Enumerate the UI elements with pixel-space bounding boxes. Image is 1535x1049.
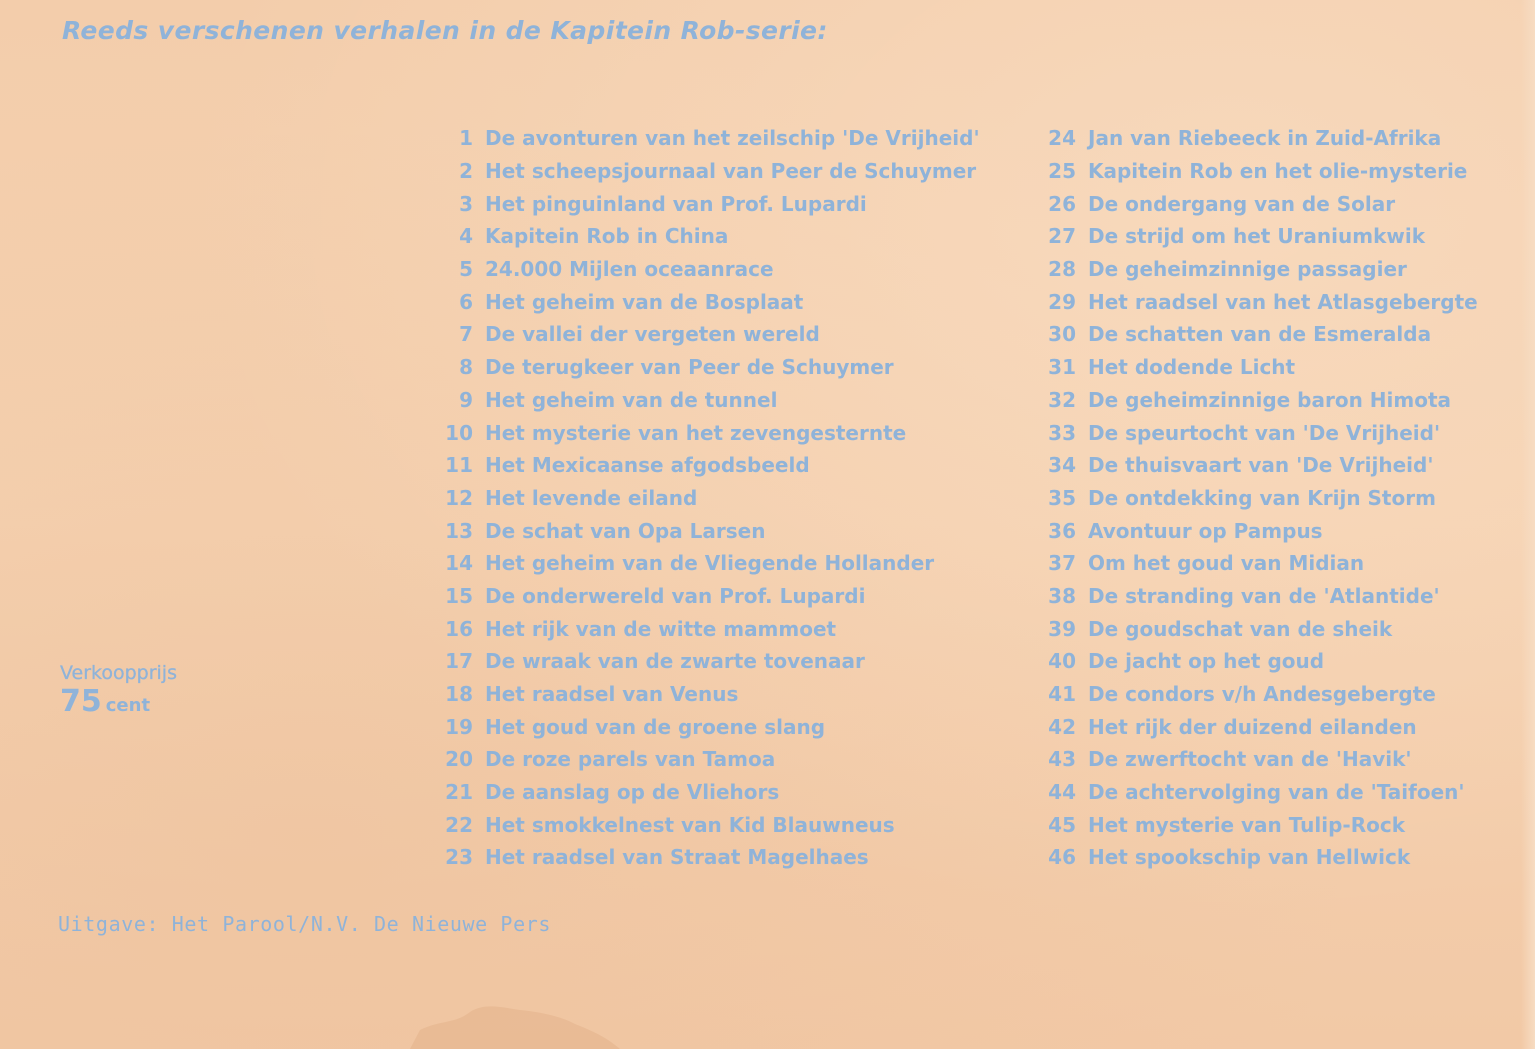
story-item	[440, 841, 1000, 874]
story-number: 27	[1048, 224, 1076, 249]
story-item	[1046, 318, 1486, 351]
story-title: Het spookschip van Hellwick	[1088, 845, 1411, 870]
story-item	[1046, 384, 1486, 417]
story-item	[440, 482, 1000, 515]
story-item	[1046, 743, 1486, 776]
story-title: De onderwereld van Prof. Lupardi	[485, 583, 866, 608]
story-title: Jan van Riebeeck in Zuid-Afrika	[1088, 126, 1442, 151]
story-title: De speurtocht van 'De Vrijheid'	[1088, 420, 1441, 445]
story-title: Het geheim van de tunnel	[485, 387, 778, 412]
story-number: 30	[1048, 322, 1076, 347]
story-item	[440, 351, 1000, 384]
story-title: Het raadsel van het Atlasgebergte	[1088, 289, 1478, 314]
story-item	[1046, 253, 1486, 286]
story-list-right	[1046, 122, 1486, 874]
story-number: 12	[445, 485, 473, 510]
story-title: Kapitein Rob in China	[485, 224, 729, 249]
story-title: Kapitein Rob en het olie-mysterie	[1088, 159, 1468, 184]
story-number: 28	[1048, 257, 1076, 282]
story-title: De terugkeer van Peer de Schuymer	[485, 355, 894, 380]
story-item	[1046, 351, 1486, 384]
story-title: De achtervolging van de 'Taifoen'	[1088, 780, 1465, 805]
story-number: 38	[1048, 583, 1076, 608]
story-item	[440, 547, 1000, 580]
story-title: De vallei der vergeten wereld	[485, 322, 820, 347]
story-item	[1046, 580, 1486, 613]
story-item	[440, 449, 1000, 482]
story-number: 35	[1048, 485, 1076, 510]
story-title: Het mysterie van Tulip-Rock	[1088, 812, 1406, 837]
story-number: 7	[459, 322, 473, 347]
story-title: Het Mexicaanse afgodsbeeld	[485, 453, 810, 478]
story-number: 16	[445, 616, 473, 641]
story-number: 25	[1048, 159, 1076, 184]
story-title: Avontuur op Pampus	[1088, 518, 1323, 543]
story-title: De schat van Opa Larsen	[485, 518, 766, 543]
story-number: 32	[1048, 387, 1076, 412]
story-number: 3	[459, 191, 473, 216]
story-title: De geheimzinnige passagier	[1088, 257, 1407, 282]
story-number: 23	[445, 845, 473, 870]
story-title: Het scheepsjournaal van Peer de Schuymer	[485, 159, 977, 184]
series-header: Reeds verschenen verhalen in de Kapitein Rob-serie:	[62, 16, 828, 45]
story-item	[440, 253, 1000, 286]
story-item	[440, 187, 1000, 220]
story-item	[1046, 155, 1486, 188]
story-title: Het goud van de groene slang	[485, 714, 826, 739]
story-number: 37	[1048, 551, 1076, 576]
story-number: 11	[445, 453, 473, 478]
story-item	[440, 155, 1000, 188]
story-item	[440, 318, 1000, 351]
story-title: De wraak van de zwarte tovenaar	[485, 649, 865, 674]
story-title: Het raadsel van Venus	[485, 682, 739, 707]
story-number: 14	[445, 551, 473, 576]
story-number: 39	[1048, 616, 1076, 641]
publisher-line: Uitgave: Het Parool/N.V. De Nieuwe Pers	[58, 912, 551, 936]
story-number: 1	[459, 126, 473, 151]
story-number: 44	[1048, 780, 1076, 805]
story-number: 43	[1048, 747, 1076, 772]
story-item	[440, 678, 1000, 711]
story-title: Het dodende Licht	[1088, 355, 1296, 380]
story-item	[440, 285, 1000, 318]
story-number: 40	[1048, 649, 1076, 674]
story-item	[1046, 514, 1486, 547]
story-item	[440, 710, 1000, 743]
story-number: 46	[1048, 845, 1076, 870]
story-title: Het geheim van de Vliegende Hollander	[485, 551, 935, 576]
story-item	[1046, 285, 1486, 318]
story-number: 9	[459, 387, 473, 412]
story-item	[1046, 187, 1486, 220]
story-title: Het rijk van de witte mammoet	[485, 616, 837, 641]
story-item	[1046, 808, 1486, 841]
price-label: Verkoopprijs	[60, 662, 177, 684]
story-number: 22	[445, 812, 473, 837]
story-title: De ontdekking van Krijn Storm	[1088, 485, 1436, 510]
story-title: De condors v/h Andesgebergte	[1088, 682, 1436, 707]
story-number: 18	[445, 682, 473, 707]
story-item	[440, 416, 1000, 449]
story-item	[440, 743, 1000, 776]
story-number: 33	[1048, 420, 1076, 445]
story-number: 21	[445, 780, 473, 805]
story-item	[1046, 678, 1486, 711]
story-title: Het mysterie van het zevengesternte	[485, 420, 907, 445]
story-number: 2	[459, 159, 473, 184]
story-item	[440, 220, 1000, 253]
story-item	[440, 808, 1000, 841]
story-number: 26	[1048, 191, 1076, 216]
story-title: De jacht op het goud	[1088, 649, 1325, 674]
story-item	[1046, 841, 1486, 874]
story-number: 8	[459, 355, 473, 380]
story-number: 5	[459, 257, 473, 282]
story-number: 17	[445, 649, 473, 674]
story-item	[1046, 482, 1486, 515]
story-item	[1046, 645, 1486, 678]
story-title: De zwerftocht van de 'Havik'	[1088, 747, 1412, 772]
story-number: 34	[1048, 453, 1076, 478]
story-title: De goudschat van de sheik	[1088, 616, 1393, 641]
story-item	[440, 776, 1000, 809]
price-unit: cent	[105, 695, 151, 716]
story-item	[440, 514, 1000, 547]
story-item	[1046, 220, 1486, 253]
story-number: 31	[1048, 355, 1076, 380]
story-title: Het levende eiland	[485, 485, 698, 510]
story-number: 42	[1048, 714, 1076, 739]
story-item	[440, 645, 1000, 678]
story-number: 20	[445, 747, 473, 772]
story-item	[1046, 776, 1486, 809]
story-title: De schatten van de Esmeralda	[1088, 322, 1432, 347]
story-title: De thuisvaart van 'De Vrijheid'	[1088, 453, 1434, 478]
story-item	[1046, 710, 1486, 743]
story-number: 15	[445, 583, 473, 608]
story-title: Het rijk der duizend eilanden	[1088, 714, 1417, 739]
story-title: De strijd om het Uraniumkwik	[1088, 224, 1426, 249]
price-block	[60, 662, 177, 719]
story-number: 29	[1048, 289, 1076, 314]
story-item	[440, 612, 1000, 645]
story-title: De avonturen van het zeilschip 'De Vrijheid'	[485, 126, 980, 151]
story-title: Het geheim van de Bosplaat	[485, 289, 804, 314]
story-title: Om het goud van Midian	[1088, 551, 1365, 576]
story-item	[1046, 612, 1486, 645]
story-number: 4	[459, 224, 473, 249]
price-value: 75	[60, 684, 102, 719]
story-item	[440, 122, 1000, 155]
story-number: 19	[445, 714, 473, 739]
story-title: Het raadsel van Straat Magelhaes	[485, 845, 869, 870]
story-title: Het smokkelnest van Kid Blauwneus	[485, 812, 895, 837]
story-item	[1046, 547, 1486, 580]
story-title: De geheimzinnige baron Himota	[1088, 387, 1452, 412]
story-item	[1046, 122, 1486, 155]
story-number: 10	[445, 420, 473, 445]
story-item	[1046, 416, 1486, 449]
story-item	[440, 580, 1000, 613]
story-item	[440, 384, 1000, 417]
story-number: 41	[1048, 682, 1076, 707]
paper-edge	[1521, 0, 1535, 1049]
story-title: De aanslag op de Vliehors	[485, 780, 780, 805]
story-title: De ondergang van de Solar	[1088, 191, 1396, 216]
story-title: De stranding van de 'Atlantide'	[1088, 583, 1440, 608]
story-item	[1046, 449, 1486, 482]
story-title: De roze parels van Tamoa	[485, 747, 776, 772]
story-number: 36	[1048, 518, 1076, 543]
paper-wear-mark	[410, 990, 620, 1049]
story-list-left	[440, 122, 1000, 874]
story-number: 6	[459, 289, 473, 314]
story-number: 13	[445, 518, 473, 543]
story-number: 24	[1048, 126, 1076, 151]
story-number: 45	[1048, 812, 1076, 837]
story-title: 24.000 Mijlen oceaanrace	[485, 257, 774, 282]
story-title: Het pinguinland van Prof. Lupardi	[485, 191, 867, 216]
